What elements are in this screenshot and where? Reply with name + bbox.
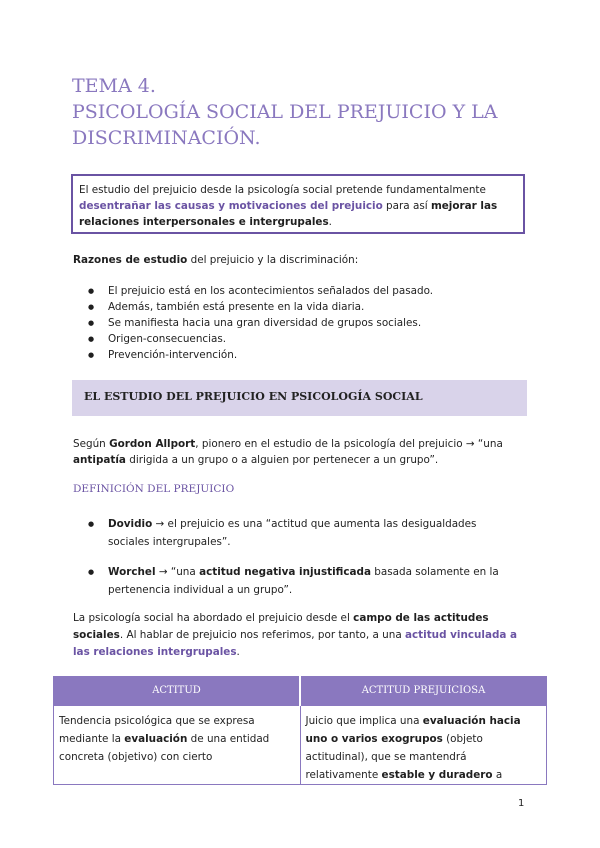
- table-header-actitud-prejuiciosa: ACTITUD PREJUICIOSA: [300, 677, 547, 706]
- intro-text-3: .: [328, 216, 332, 228]
- closing-bold: campo de las actitudes sociales: [73, 612, 489, 641]
- list-item: [88, 563, 518, 599]
- table-cell-actitud: [54, 706, 301, 785]
- closing-text-3: .: [236, 646, 240, 658]
- page-number: 1: [518, 798, 525, 809]
- definition-heading: DEFINICIÓN DEL PREJUICIO: [73, 483, 235, 495]
- dovidio-name: Dovidio: [108, 518, 153, 530]
- allport-text-1: Según: [73, 438, 110, 450]
- list-item: ● El prejuicio está en los acontecimientos señalados del pasado.: [88, 283, 433, 299]
- cell2-text-1: Juicio que implica una: [305, 715, 423, 727]
- table-cell-actitud-prejuiciosa: [300, 706, 547, 785]
- intro-text-1: El estudio del prejuicio desde la psicología social pretende fundamentalmente: [79, 184, 486, 196]
- allport-antipatia: antipatía: [73, 454, 126, 466]
- cell2-bold-1: evaluación hacia uno o varios exogrupos: [305, 715, 521, 745]
- worchel-text-1: → “una: [155, 566, 200, 578]
- worchel-name: Worchel: [108, 566, 156, 578]
- closing-text-1: La psicología social ha abordado el prejuicio desde el: [73, 612, 354, 624]
- title-line-3: DISCRIMINACIÓN.: [72, 127, 261, 149]
- list-item: [88, 515, 518, 551]
- list-item: ● Origen-consecuencias.: [88, 331, 433, 347]
- definition-list-worchel: [88, 563, 518, 599]
- section-heading-bar: [72, 380, 527, 416]
- allport-text-3: dirigida a un grupo o a alguien por pertenecer a un grupo”.: [125, 454, 439, 466]
- list-item: ● Además, también está presente en la vida diaria.: [88, 299, 433, 315]
- list-item: ● Prevención-intervención.: [88, 347, 433, 363]
- title-line-1: TEMA 4.: [72, 75, 156, 97]
- worchel-text-2: basada solamente en la pertenencia individual a un grupo”.: [108, 566, 499, 596]
- allport-name: Gordon Allport: [109, 438, 196, 450]
- intro-callout-box: [71, 174, 525, 234]
- intro-text-2: para así: [382, 200, 431, 212]
- cell1-text-2: de una entidad concreta (objetivo) con cierto: [59, 733, 270, 763]
- table-header-row: [54, 677, 547, 706]
- allport-text-2: , pionero en el estudio de la psicología del prejuicio → “una: [195, 438, 503, 450]
- closing-paragraph: [73, 610, 527, 661]
- reasons-bold: Razones de estudio: [73, 254, 188, 266]
- cell2-text-3: a: [492, 769, 503, 781]
- reasons-rest: del prejuicio y la discriminación:: [187, 254, 359, 266]
- table-header-actitud: ACTITUD: [54, 677, 301, 706]
- title-line-2: PSICOLOGÍA SOCIAL DEL PREJUICIO Y LA: [72, 101, 498, 123]
- intro-highlight-relations: mejorar las relaciones interpersonales e intergrupales: [79, 200, 498, 228]
- section-heading: EL ESTUDIO DEL PREJUICIO EN PSICOLOGÍA SOCIAL: [84, 390, 423, 403]
- dovidio-text: → el prejuicio es una “actitud que aumenta las desigualdades sociales intergrupales”.: [108, 518, 477, 548]
- allport-paragraph: [73, 436, 527, 468]
- page-title: [72, 73, 552, 151]
- definition-list-dovidio: [88, 515, 518, 551]
- reasons-intro: [73, 252, 358, 268]
- table-row: [54, 706, 547, 785]
- cell1-bold: evaluación: [124, 733, 188, 745]
- list-item: ● Se manifiesta hacia una gran diversidad de grupos sociales.: [88, 315, 433, 331]
- cell2-bold-2: estable y duradero: [381, 769, 493, 781]
- worchel-bold: actitud negativa injustificada: [199, 566, 371, 578]
- closing-highlight: actitud vinculada a las relaciones intergrupales: [73, 629, 518, 658]
- reasons-list: [88, 283, 433, 363]
- intro-highlight-causes: desentrañar las causas y motivaciones del prejuicio: [79, 200, 383, 212]
- closing-text-2: . Al hablar de prejuicio nos referimos, por tanto, a una: [119, 629, 405, 641]
- cell2-text-2: (objeto actitudinal), que se mantendrá relativamente: [305, 733, 483, 781]
- cell1-text-1: Tendencia psicológica que se expresa mediante la: [59, 715, 255, 745]
- comparison-table: [53, 676, 547, 785]
